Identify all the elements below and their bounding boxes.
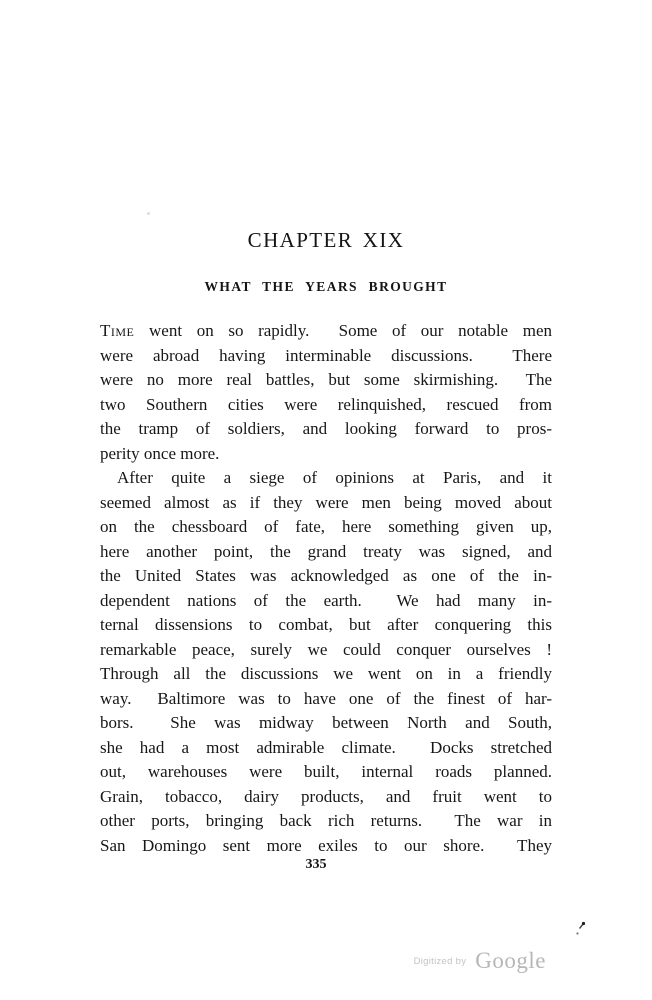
text-line: out, warehouses were built, internal roads planned. <box>100 762 552 781</box>
text-line: dependent nations of the earth. We had many in- <box>100 590 552 610</box>
scan-speck-small <box>147 212 150 215</box>
text-line: here another point, the grand treaty was signed, and <box>100 541 552 561</box>
text-line: seemed almost as if they were men being moved about <box>100 492 552 512</box>
text-line: San Domingo sent more exiles to our shore. They <box>100 835 552 855</box>
body-text <box>100 319 552 858</box>
text-line: perity once more. <box>100 443 220 463</box>
text-line: Grain, tobacco, dairy products, and fruit went to <box>100 786 552 806</box>
text-line: were no more real battles, but some skirmishing. The <box>100 370 552 389</box>
text-line: other ports, bringing back rich returns. The war in <box>100 811 552 830</box>
text-line: ternal dissensions to combat, but after conquering this <box>100 615 552 634</box>
text-line: the tramp of soldiers, and looking forward to pros- <box>100 419 552 438</box>
lead-word-small-caps: Time <box>100 321 135 340</box>
watermark-prefix: Digitized by <box>413 956 467 967</box>
text-line: she had a most admirable climate. Docks stretched <box>100 737 552 757</box>
watermark <box>414 948 546 974</box>
ink-speck-artifact <box>571 920 587 940</box>
google-logo: Google <box>475 948 546 973</box>
text-line: the United States was acknowledged as one of the in- <box>100 566 552 585</box>
text-line: way. Baltimore was to have one of the finest of har- <box>100 688 552 708</box>
page-number: 335 <box>305 857 327 872</box>
text-line: bors. She was midway between North and South, <box>100 713 552 732</box>
chapter-title: CHAPTER XIX <box>247 228 405 252</box>
text-line: two Southern cities were relinquished, rescued from <box>100 394 552 414</box>
text-line: After quite a siege of opinions at Paris, and it <box>117 468 552 487</box>
text-line: Through all the discussions we went on in a friendly <box>100 664 552 683</box>
text-line: were abroad having interminable discussions. There <box>100 345 552 365</box>
text-line: Time went on so rapidly. Some of our notable men <box>100 321 552 340</box>
text-line: on the chessboard of fate, here something given up, <box>100 517 552 536</box>
chapter-subtitle: WHAT THE YEARS BROUGHT <box>204 279 448 294</box>
text-line: remarkable peace, surely we could conquer ourselves ! <box>100 639 552 659</box>
